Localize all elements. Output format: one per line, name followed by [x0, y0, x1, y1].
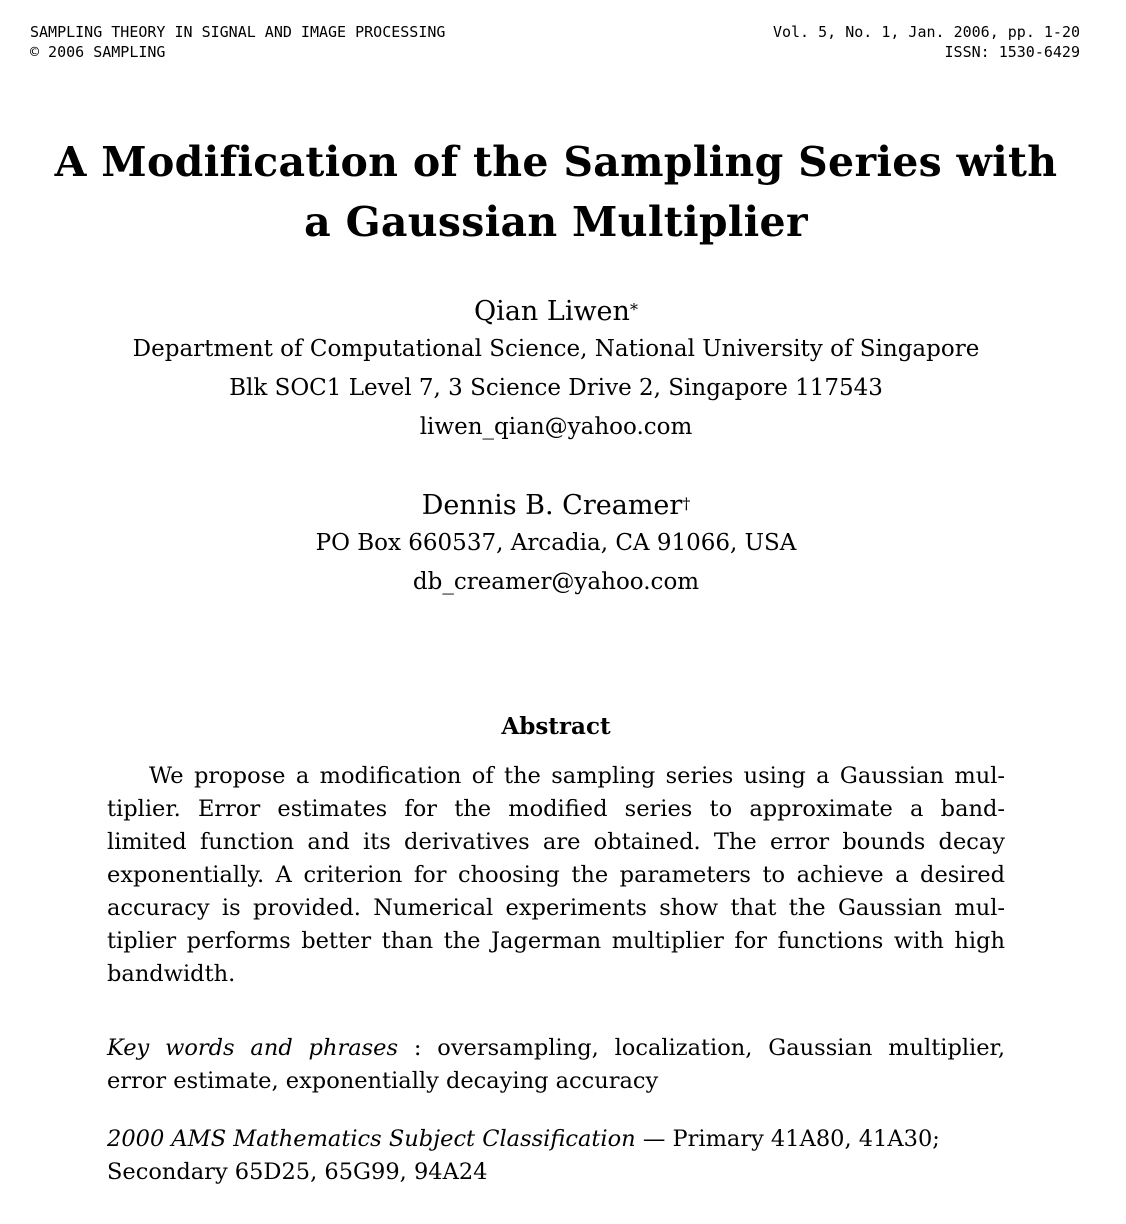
ams-line-1 — [107, 1123, 1005, 1156]
ams-classification — [107, 1123, 1005, 1189]
keywords-separator: : — [398, 1035, 438, 1061]
footnote-mark: † — [682, 494, 691, 513]
author-email: db_creamer@yahoo.com — [412, 569, 700, 595]
abstract-line: bandwidth. — [107, 961, 236, 987]
keywords-line-1 — [107, 1032, 1005, 1065]
copyright-notice: © 2006 SAMPLING — [30, 43, 166, 61]
author-email: liwen_qian@yahoo.com — [419, 414, 693, 440]
paper-title — [0, 132, 1112, 252]
ams-label: 2000 AMS Mathematics Subject Classification — [107, 1126, 636, 1152]
keywords-text-1: oversampling, localization, Gaussian multiplier, — [437, 1035, 1005, 1061]
abstract-line: exponentially. A criterion for choosing the parameters to achieve a desired — [107, 862, 1005, 888]
ams-secondary: Secondary 65D25, 65G99, 94A24 — [107, 1159, 488, 1185]
abstract-line: tiplier. Error estimates for the modified series to approximate a band- — [107, 796, 1005, 822]
author-affiliation: Department of Computational Science, National University of Singapore — [132, 336, 980, 362]
ams-primary: — Primary 41A80, 41A30; — [635, 1126, 940, 1152]
running-head-left — [30, 22, 445, 62]
author-name — [0, 488, 1112, 524]
abstract-line: tiplier performs better than the Jagerman multiplier for functions with high — [107, 928, 1005, 954]
keywords-section — [107, 1032, 1005, 1098]
footnote-mark: * — [629, 300, 638, 319]
abstract-line: limited function and its derivatives are obtained. The error bounds decay — [107, 829, 1005, 855]
author-name-text: Dennis B. Creamer — [421, 490, 683, 521]
issn: ISSN: 1530-6429 — [944, 43, 1080, 61]
running-head-right — [773, 22, 1080, 62]
author-block-2 — [0, 488, 1112, 602]
keywords-label: Key words and phrases — [107, 1035, 399, 1061]
author-address: PO Box 660537, Arcadia, CA 91066, USA — [315, 530, 797, 556]
author-name-text: Qian Liwen — [474, 296, 630, 327]
keywords-text-2: error estimate, exponentially decaying accuracy — [107, 1068, 659, 1094]
author-block-1 — [0, 294, 1112, 447]
abstract-body — [107, 760, 1005, 991]
paper-title-line-1: A Modification of the Sampling Series with — [54, 138, 1058, 186]
volume-info: Vol. 5, No. 1, Jan. 2006, pp. 1-20 — [772, 23, 1080, 41]
abstract-line: We propose a modification of the sampling series using a Gaussian mul- — [149, 763, 1005, 789]
author-address: Blk SOC1 Level 7, 3 Science Drive 2, Singapore 117543 — [229, 375, 883, 401]
journal-name: SAMPLING THEORY IN SIGNAL AND IMAGE PROCESSING — [30, 23, 446, 41]
paper-title-line-2: a Gaussian Multiplier — [304, 198, 808, 246]
abstract-heading: Abstract — [501, 713, 611, 740]
author-name — [0, 294, 1112, 330]
abstract-line: accuracy is provided. Numerical experiments show that the Gaussian mul- — [107, 895, 1005, 921]
